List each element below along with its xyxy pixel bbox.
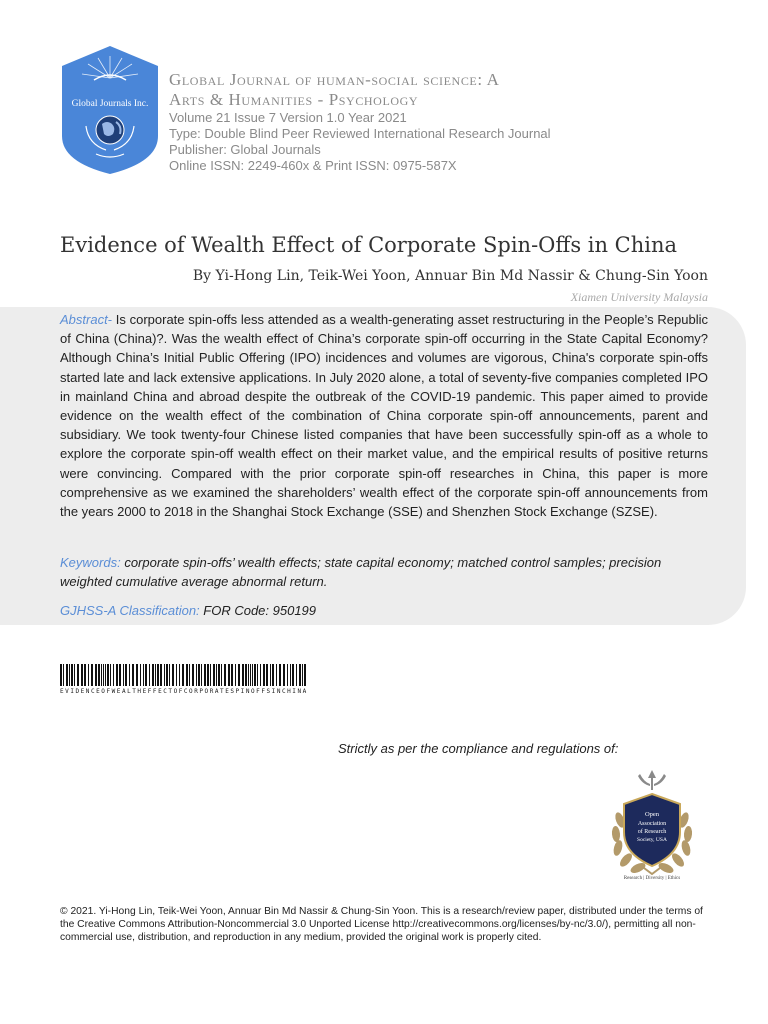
classification-label: GJHSS-A Classification: — [60, 603, 200, 618]
classification — [60, 601, 708, 620]
seal-line1: Open — [644, 811, 660, 818]
global-journals-logo — [60, 44, 160, 176]
abstract-text: Is corporate spin-offs less attended as a wealth-generating asset restructuring in the People’s Republic of China (China)?. Was the wealth effect of China’s corporate spin-off occurring in the State Capital Economy? Although China’s Initial Public Offering (IPO) incidences and volumes are vigorous, China's corporate spin-offs started late and lack extensive applications. In July 2020 alone, a total of seventy-five companies completed IPO in mainland China and abroad despite the outbreak of the COVID-19 pandemic. This paper aimed to provide evidence on the wealth effect of the combination of China corporate spin-off announcements, parent and subsidiary. We took twenty-four Chinese listed companies that have been successfully spin-off as a whole to explore the corporate spin-off wealth effect on their market value, and the empirical results of positive returns were convincing. Compared with the prior corporate spin-off researches in China, this paper is more comprehensive as we examined the shareholders’ wealth effect of the corporate spin-off announcements from the years 2000 to 2018 in the Shanghai Stock Exchange (SSE) and Shenzhen Stock Exchange (SZSE). — [60, 312, 708, 520]
keywords-label: Keywords: — [60, 555, 121, 570]
publisher: Publisher: Global Journals — [169, 142, 321, 157]
abstract — [60, 310, 708, 521]
paper-title: Evidence of Wealth Effect of Corporate Spin-Offs in China — [60, 233, 678, 257]
keywords — [60, 553, 708, 591]
journal-header — [169, 70, 729, 174]
oars-seal-logo — [604, 768, 700, 886]
logo-text: Global Journals Inc. — [71, 99, 149, 109]
journal-type: Type: Double Blind Peer Reviewed International Research Journal — [169, 126, 551, 141]
compliance-note: Strictly as per the compliance and regulations of: — [338, 741, 619, 756]
seal-tagline: Research | Diversity | Ethics — [623, 876, 681, 881]
keywords-text: corporate spin-offs’ wealth effects; state capital economy; matched control samples; precision weighted cumulative average abnormal return. — [60, 555, 662, 590]
paper-authors: By Yi-Hong Lin, Teik-Wei Yoon, Annuar Bin Md Nassir & Chung-Sin Yoon — [192, 268, 708, 284]
copyright-notice: © 2021. Yi-Hong Lin, Teik-Wei Yoon, Annuar Bin Md Nassir & Chung-Sin Yoon. This is a research/review paper, distributed under the terms of the Creative Commons Attribution-Noncommercial 3.0 Unported License http://creativecommons.org/licenses/by-nc/3.0/), permitting all non-commercial use, distribution, and reproduction in any medium, provided the original work is properly cited. — [60, 906, 703, 943]
classification-text: FOR Code: 950199 — [199, 603, 317, 618]
journal-title-line1: Global Journal of human-social science: A — [169, 70, 500, 89]
seal-line4: Society, USA — [637, 837, 667, 843]
volume-info: Volume 21 Issue 7 Version 1.0 Year 2021 — [169, 110, 407, 125]
journal-title-line2: Arts & Humanities - Psychology — [169, 90, 419, 109]
barcode-text: EVIDENCEOFWEALTHEFFECTOFCORPORATESPINOFFSINCHINA — [60, 688, 308, 695]
seal-line3: of Research — [637, 829, 667, 835]
issn-info: Online ISSN: 2249-460x & Print ISSN: 0975-587X — [169, 158, 457, 173]
barcode — [60, 664, 308, 686]
seal-line2: Association — [637, 821, 667, 827]
abstract-label: Abstract- — [60, 312, 113, 327]
author-affiliation: Xiamen University Malaysia — [570, 290, 708, 304]
